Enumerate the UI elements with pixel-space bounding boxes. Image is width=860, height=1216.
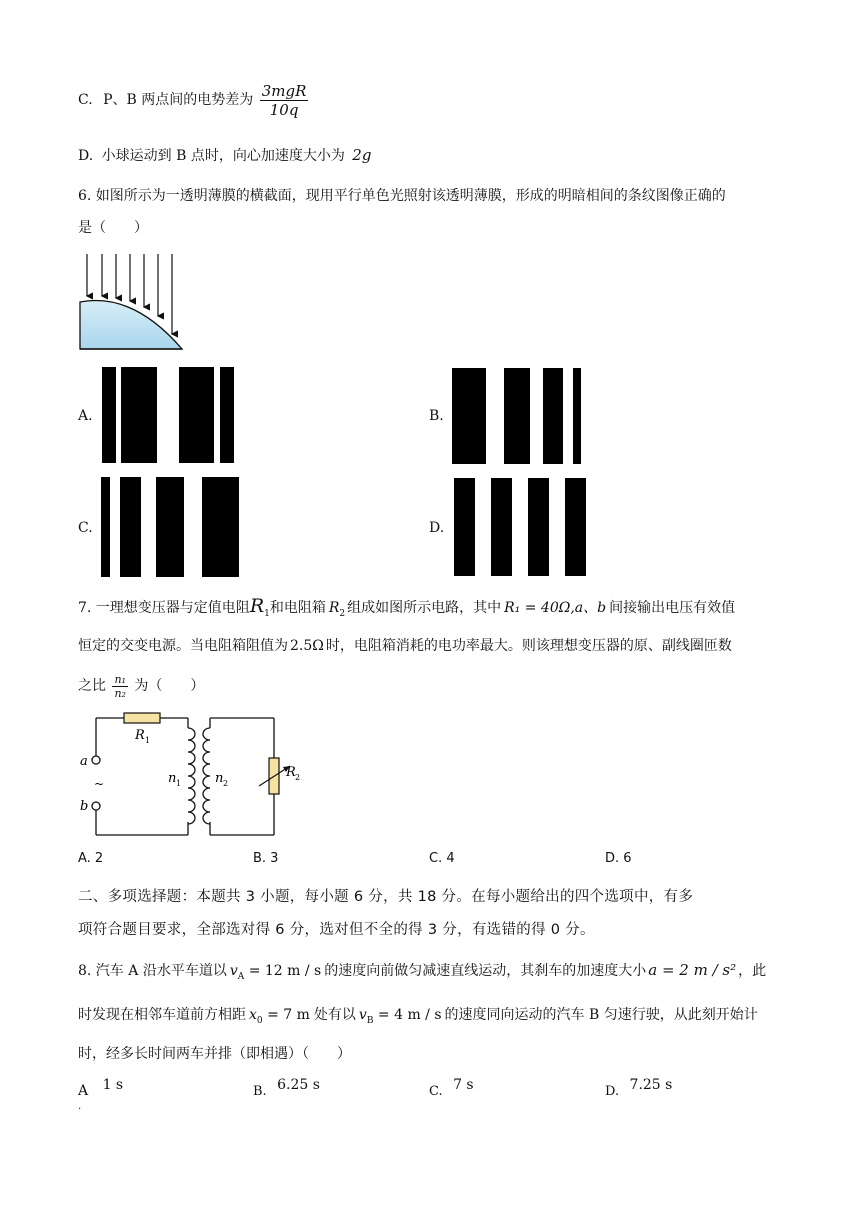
r1-symbol: R <box>249 595 265 617</box>
fringe-pattern-c[interactable] <box>100 477 240 577</box>
q8-stem-line3: 时，经多长时间两车并排（即相遇）（ ） <box>78 1046 351 1062</box>
answer-value: 7 s <box>453 1077 474 1093</box>
q6-option-d-label[interactable]: D. <box>429 520 445 536</box>
option-label: C. <box>78 92 93 108</box>
terminal-a-label: a <box>80 754 88 769</box>
q7-text-1b: 和电阻箱 <box>269 600 326 616</box>
va-subscript: A <box>237 971 245 982</box>
q8-answer-b[interactable] <box>253 1077 320 1099</box>
answer-value: 7.25 s <box>629 1077 673 1093</box>
q7-text-3a: 之比 <box>78 678 106 694</box>
acceleration-value: a = 2 m / s² <box>648 961 737 979</box>
q6-stem-line2: 是（ ） <box>78 220 148 236</box>
option-label: D. <box>78 148 94 164</box>
x0-value: = 7 m <box>262 1007 310 1023</box>
q8-text-2b: 处有以 <box>313 1007 356 1023</box>
n2-label-sub: 2 <box>223 779 229 788</box>
thin-film-figure <box>78 252 188 352</box>
option-value: 2g <box>352 146 372 164</box>
ac-source-symbol: ~ <box>94 777 105 791</box>
va-value: = 12 m / s <box>244 963 322 979</box>
r2-label: R <box>286 765 296 780</box>
fraction-numerator: 3mgR <box>261 81 307 100</box>
r1-label-sub: 1 <box>145 736 151 745</box>
q7-text-2b: 时，电阻箱消耗的电功率最大。则该理想变压器的原、副线圈匝数 <box>325 638 732 654</box>
q8-text-2c: 的速度同向运动的汽车 B 匀速行驶，从此刻开始计 <box>444 1007 758 1023</box>
q7-stem-line3 <box>78 668 204 704</box>
q7-text-3b: 为（ ） <box>134 678 205 694</box>
transformer-circuit-diagram <box>76 710 306 840</box>
option-text: P、B 两点间的电势差为 <box>103 92 254 108</box>
vb-value: = 4 m / s <box>373 1007 442 1023</box>
answer-label: B. <box>253 1084 267 1099</box>
q8-text-2a: 时发现在相邻车道前方相距 <box>78 1007 246 1023</box>
turns-ratio-fraction <box>112 673 128 700</box>
q8-text-1a: 8. 汽车 A 沿水平车道以 <box>78 963 227 979</box>
q6-option-a-label[interactable]: A. <box>78 408 93 424</box>
n1-label: n <box>168 771 177 786</box>
q6-stem-line1: 6. 如图所示为一透明薄膜的横截面，现用平行单色光照射该透明薄膜，形成的明暗相间的条纹图像正确的 <box>78 188 726 204</box>
q8-stem-line1 <box>78 960 783 987</box>
fringe-pattern-b[interactable] <box>452 368 587 464</box>
q7-text-1a: 7. 一理想变压器与定值电阻 <box>78 600 250 616</box>
q6-option-c-label[interactable]: C. <box>78 520 93 536</box>
answer-label: C. <box>429 1084 443 1099</box>
q7-answer-b[interactable]: B. 3 <box>253 851 279 866</box>
terminal-b-label: b <box>80 799 89 814</box>
q7-stem-line1 <box>78 596 783 624</box>
q7-stem-line2 <box>78 636 783 656</box>
q7-answer-a[interactable]: A. 2 <box>78 851 104 866</box>
fringe-pattern-a[interactable] <box>100 367 240 463</box>
q7-text-1d: 间接输出电压有效值 <box>609 600 736 616</box>
fringe-pattern-d[interactable] <box>452 478 592 576</box>
option-text: 小球运动到 B 点时，向心加速度大小为 <box>101 148 345 164</box>
q8-answer-c[interactable] <box>429 1077 474 1099</box>
vb-symbol: v <box>358 1007 367 1023</box>
q8-stem-line2 <box>78 1005 783 1031</box>
r1-subscript: 1 <box>264 608 270 619</box>
resistor-r1 <box>124 713 160 723</box>
q6-option-b-label[interactable]: B. <box>429 408 444 424</box>
answer-label: D. <box>605 1084 620 1099</box>
x0-subscript: 0 <box>256 1015 263 1026</box>
q7-resistance-value: 2.5Ω <box>290 638 324 654</box>
x0-symbol: x <box>249 1007 257 1023</box>
va-symbol: v <box>229 963 238 979</box>
r2-label-sub: 2 <box>295 773 301 782</box>
q7-text-1c: 组成如图所示电路，其中 <box>347 600 502 616</box>
r2-symbol: R <box>328 600 340 616</box>
n1-label-sub: 1 <box>176 779 182 788</box>
q7-answer-c[interactable]: C. 4 <box>429 851 455 866</box>
fraction-denominator: n₂ <box>114 686 126 700</box>
q8-answer-d[interactable] <box>605 1077 673 1099</box>
answer-label: A <box>78 1083 89 1099</box>
fraction <box>260 82 309 119</box>
r2-subscript: 2 <box>339 608 346 619</box>
answer-value: 6.25 s <box>277 1077 320 1093</box>
answer-value: 1 s <box>102 1077 124 1093</box>
q7-text-2a: 恒定的交变电源。当电阻箱阻值为 <box>78 638 288 654</box>
q5-option-d <box>78 145 783 166</box>
q7-equation: R₁ = 40Ω,a、b <box>504 600 607 616</box>
q5-option-c <box>78 78 310 122</box>
q8-text-1b: 的速度向前做匀减速直线运动，其刹车的加速度大小 <box>324 963 647 979</box>
section-heading-line2: 项符合题目要求，全部选对得 6 分，选对但不全的得 3 分，有选错的得 0 分。 <box>78 922 595 938</box>
n2-label: n <box>215 771 224 786</box>
section-heading-line1: 二、多项选择题：本题共 3 小题，每小题 6 分，共 18 分。在每小题给出的四个选项中，有多 <box>78 889 694 905</box>
fraction-numerator: n₁ <box>114 672 126 686</box>
q8-text-1c: ，此 <box>738 963 767 979</box>
r1-label: R <box>135 728 145 743</box>
q8-answer-a[interactable]: A . 1 s <box>78 1077 124 1112</box>
q7-answer-d[interactable]: D. 6 <box>605 851 632 866</box>
vb-subscript: B <box>366 1015 374 1026</box>
fraction-denominator: 10q <box>269 100 299 119</box>
